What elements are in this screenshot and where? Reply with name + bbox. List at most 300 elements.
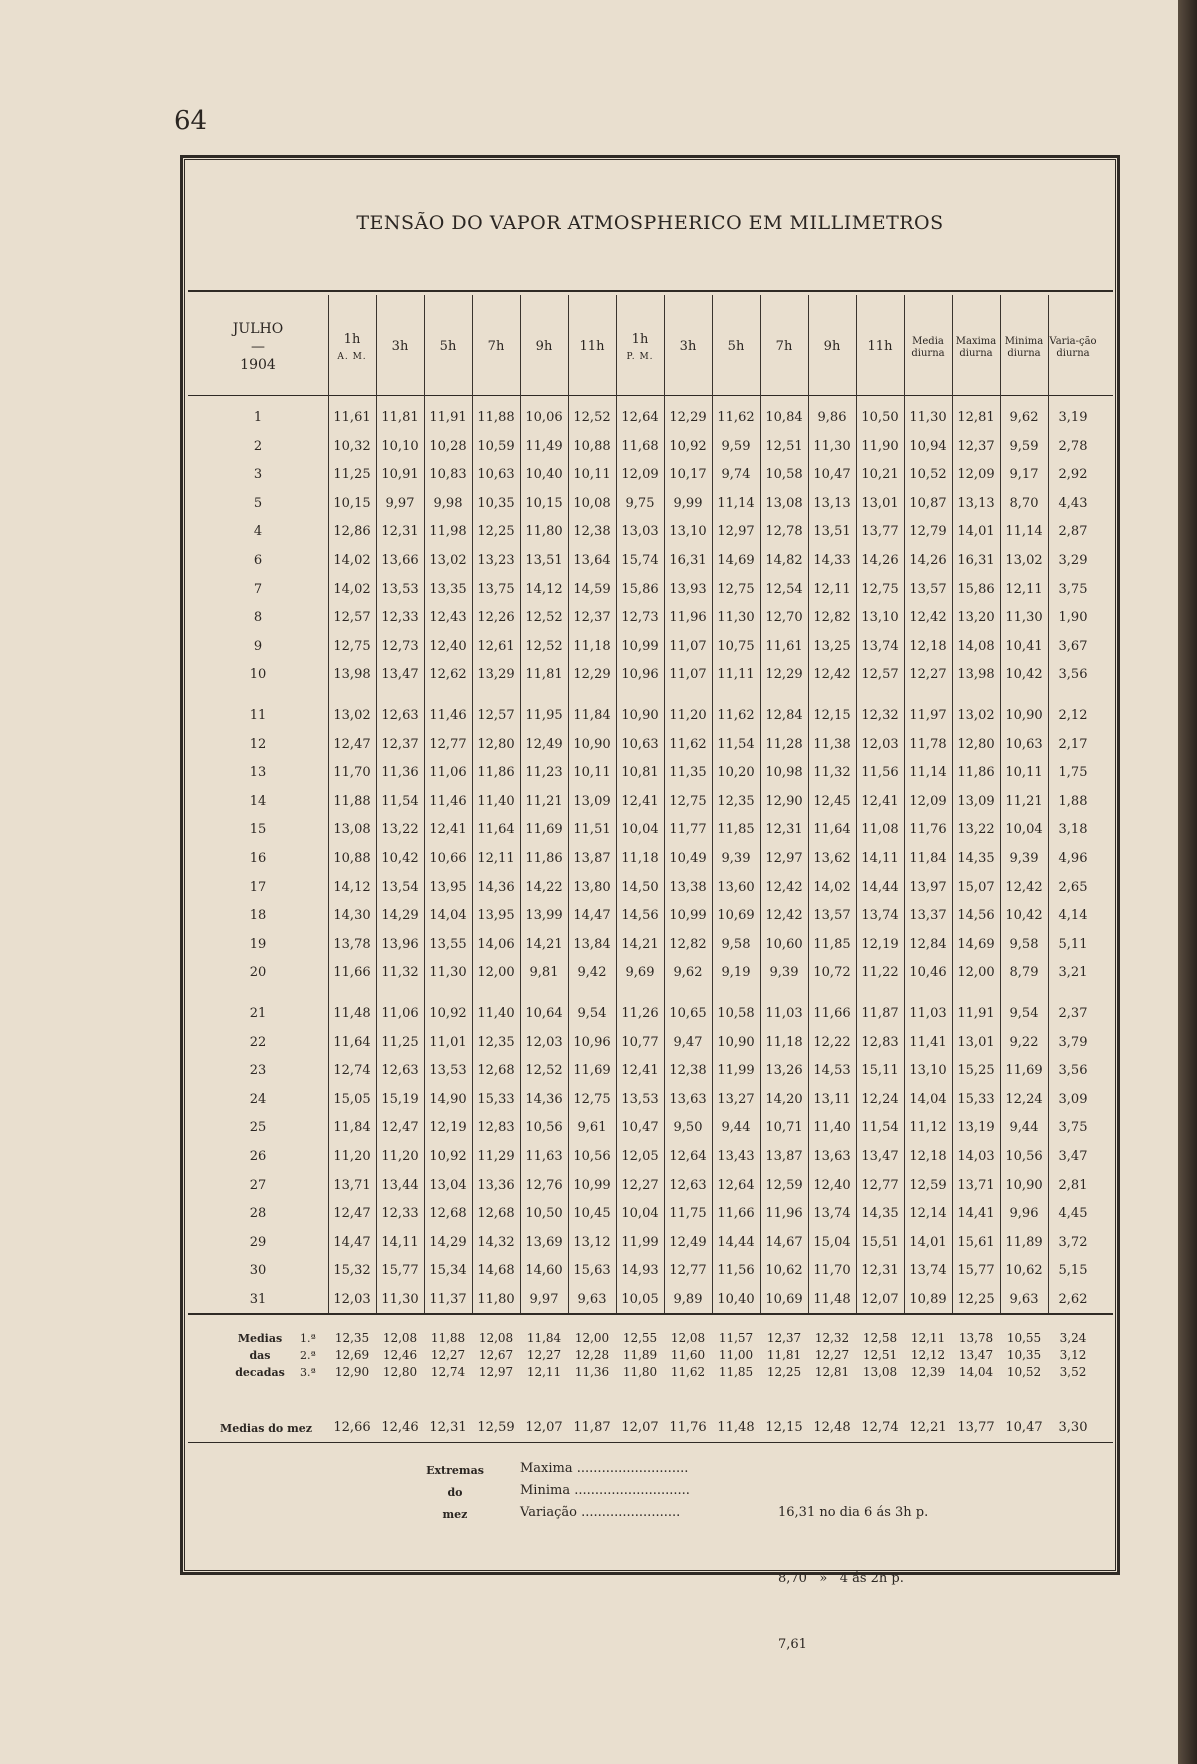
value-cell: 9,62 [1009, 410, 1039, 425]
value-cell: 14,02 [813, 879, 851, 895]
value-cell: 11,85 [813, 936, 851, 952]
value-cell: 12,57 [861, 667, 899, 683]
value-cell: 11,54 [381, 793, 419, 809]
decade-value: 3,12 [1059, 1348, 1087, 1362]
day-cell: 6 [253, 553, 263, 568]
value-cell: 11,91 [429, 410, 467, 425]
value-cell: 10,58 [765, 467, 803, 483]
value-cell: 11,30 [1005, 610, 1043, 626]
decade-value: 11,81 [766, 1348, 802, 1362]
value-cell: 10,99 [669, 908, 707, 924]
decade-value: 12,00 [574, 1331, 610, 1345]
value-cell: 11,70 [333, 765, 371, 781]
value-cell: 10,46 [909, 965, 947, 981]
value-cell: 10,42 [381, 851, 419, 866]
value-cell: 10,96 [621, 667, 659, 683]
value-cell: 13,53 [621, 1091, 659, 1107]
column-header-sub: A. M. [337, 351, 367, 362]
decade-value: 3,24 [1059, 1331, 1087, 1345]
value-cell: 11,69 [525, 822, 563, 838]
value-cell: 10,50 [861, 410, 899, 425]
value-cell: 8,79 [1009, 965, 1039, 981]
value-cell: 13,95 [429, 879, 467, 895]
decade-value: 12,32 [814, 1331, 850, 1345]
value-cell: 14,30 [333, 908, 371, 924]
value-cell: 12,64 [669, 1149, 707, 1164]
value-cell: 13,47 [381, 667, 419, 683]
day-cell: 23 [249, 1063, 267, 1079]
value-cell: 15,63 [573, 1263, 611, 1279]
value-cell: 2,87 [1058, 524, 1088, 540]
value-cell: 11,06 [381, 1006, 419, 1021]
value-cell: 12,11 [1005, 581, 1043, 597]
value-cell: 11,51 [573, 822, 611, 838]
decade-label-line: Medias [237, 1332, 283, 1345]
value-cell: 9,63 [1009, 1292, 1039, 1307]
value-cell: 14,26 [909, 553, 947, 568]
value-cell: 11,30 [717, 610, 755, 626]
value-cell: 10,60 [765, 936, 803, 952]
value-cell: 9,58 [1009, 936, 1039, 952]
value-cell: 3,75 [1058, 1120, 1088, 1136]
decade-value: 14,04 [958, 1365, 994, 1379]
value-cell: 13,51 [813, 524, 851, 540]
month-mean-value: 13,77 [957, 1420, 995, 1435]
value-cell: 13,84 [573, 936, 611, 952]
value-cell: 10,90 [1005, 708, 1043, 723]
value-cell: 11,30 [813, 438, 851, 454]
value-cell: 14,21 [525, 936, 563, 952]
decade-ordinals [300, 1330, 316, 1381]
value-cell: 3,47 [1058, 1149, 1088, 1164]
table-row [188, 931, 1098, 959]
value-cell: 13,01 [957, 1034, 995, 1050]
value-cell: 13,63 [669, 1091, 707, 1107]
column-header [808, 300, 856, 395]
value-cell: 12,52 [525, 610, 563, 626]
value-cell: 12,42 [909, 610, 947, 626]
column-header [616, 300, 664, 395]
value-cell: 13,26 [765, 1063, 803, 1079]
value-cell: 11,18 [765, 1034, 803, 1050]
value-cell: 12,42 [765, 908, 803, 924]
value-cell: 10,75 [717, 638, 755, 654]
value-cell: 12,52 [525, 1063, 563, 1079]
value-cell: 12,74 [333, 1063, 371, 1079]
table-row [188, 1114, 1098, 1142]
decade-value: 12,90 [334, 1365, 370, 1379]
value-cell: 12,57 [333, 610, 371, 626]
decade-value: 10,35 [1006, 1348, 1042, 1362]
decade-row [328, 1330, 1098, 1347]
value-cell: 12,09 [957, 467, 995, 483]
value-cell: 13,53 [381, 581, 419, 597]
decade-value: 12,27 [814, 1348, 850, 1362]
value-cell: 11,06 [429, 765, 467, 781]
column-header [952, 300, 1000, 395]
value-cell: 11,40 [813, 1120, 851, 1136]
extremes-label [420, 1460, 490, 1526]
value-cell: 13,09 [957, 793, 995, 809]
value-cell: 12,84 [909, 936, 947, 952]
value-cell: 11,03 [765, 1006, 803, 1021]
value-cell: 15,77 [381, 1263, 419, 1279]
value-cell: 12,27 [621, 1177, 659, 1193]
title-rule [188, 290, 1113, 292]
month-mean-value: 12,59 [477, 1420, 515, 1435]
value-cell: 12,03 [861, 736, 899, 752]
value-cell: 11,14 [717, 495, 755, 511]
value-cell: 13,44 [381, 1177, 419, 1193]
value-cell: 12,64 [621, 410, 659, 425]
value-cell: 2,12 [1058, 708, 1088, 723]
value-cell: 10,15 [525, 495, 563, 511]
day-cell: 28 [249, 1206, 267, 1222]
column-header [664, 300, 712, 395]
day-cell: 16 [249, 851, 267, 866]
value-cell: 9,39 [721, 851, 751, 866]
table-row [188, 604, 1098, 632]
decade-value: 12,46 [382, 1348, 418, 1362]
value-cell: 11,96 [765, 1206, 803, 1222]
value-cell: 13,57 [909, 581, 947, 597]
table-row [188, 547, 1098, 575]
table-row [188, 1200, 1098, 1228]
value-cell: 10,04 [1005, 822, 1043, 838]
day-cell: 14 [249, 793, 267, 809]
table-row [188, 959, 1098, 987]
value-cell: 11,62 [717, 708, 755, 723]
value-cell: 11,11 [717, 667, 755, 683]
value-cell: 13,13 [957, 495, 995, 511]
value-cell: 13,74 [909, 1263, 947, 1279]
decade-value: 12,11 [526, 1365, 562, 1379]
value-cell: 11,69 [1005, 1063, 1043, 1079]
day-cell: 11 [249, 708, 267, 723]
day-cell: 22 [249, 1034, 267, 1050]
day-cell: 5 [253, 495, 263, 511]
value-cell: 10,91 [381, 467, 419, 483]
value-cell: 12,83 [861, 1034, 899, 1050]
value-cell: 11,84 [573, 708, 611, 723]
value-cell: 11,61 [765, 638, 803, 654]
column-header [1048, 300, 1098, 395]
value-cell: 13,87 [573, 851, 611, 866]
value-cell: 9,54 [577, 1006, 607, 1021]
day-cell: 26 [249, 1149, 267, 1164]
column-header [904, 300, 952, 395]
value-cell: 11,03 [909, 1006, 947, 1021]
value-cell: 13,80 [573, 879, 611, 895]
value-cell: 10,58 [717, 1006, 755, 1021]
value-cell: 13,77 [861, 524, 899, 540]
value-cell: 9,44 [721, 1120, 751, 1136]
day-cell: 8 [253, 610, 263, 626]
value-cell: 9,54 [1009, 1006, 1039, 1021]
value-cell: 12,78 [765, 524, 803, 540]
decade-value: 12,35 [334, 1331, 370, 1345]
month-mean-value: 11,76 [669, 1420, 707, 1435]
column-header [1000, 300, 1048, 395]
value-cell: 12,75 [669, 793, 707, 809]
value-cell: 15,32 [333, 1263, 371, 1279]
value-cell: 12,18 [909, 1149, 947, 1164]
extreme-var-value: 7,61 [778, 1637, 807, 1652]
value-cell: 11,36 [381, 765, 419, 781]
value-cell: 10,90 [717, 1034, 755, 1050]
value-cell: 12,75 [333, 638, 371, 654]
column-header-label: 7h [775, 339, 793, 355]
column-header-label: 11h [579, 339, 605, 355]
value-cell: 3,21 [1058, 965, 1088, 981]
table-row [188, 1172, 1098, 1200]
value-cell: 12,11 [477, 851, 515, 866]
value-cell: 12,35 [717, 793, 755, 809]
value-cell: 12,41 [621, 1063, 659, 1079]
value-cell: 9,44 [1009, 1120, 1039, 1136]
column-header-label: 5h [727, 339, 745, 355]
table-row [188, 433, 1098, 461]
day-cell: 25 [249, 1120, 267, 1136]
value-cell: 13,13 [813, 495, 851, 511]
decade-value: 12,08 [670, 1331, 706, 1345]
decade-value: 11,80 [622, 1365, 658, 1379]
day-cell: 17 [249, 879, 267, 895]
value-cell: 13,04 [429, 1177, 467, 1193]
value-cell: 11,61 [333, 410, 371, 425]
value-cell: 12,31 [765, 822, 803, 838]
value-cell: 12,03 [333, 1292, 371, 1307]
decade-value: 12,97 [478, 1365, 514, 1379]
value-cell: 10,40 [525, 467, 563, 483]
month-mean-value: 12,66 [333, 1420, 371, 1435]
value-cell: 12,75 [717, 581, 755, 597]
value-cell: 10,69 [765, 1292, 803, 1307]
value-cell: 11,62 [717, 410, 755, 425]
value-cell: 12,51 [765, 438, 803, 454]
day-cell: 1 [253, 410, 263, 425]
value-cell: 12,00 [477, 965, 515, 981]
value-cell: 9,39 [769, 965, 799, 981]
table-row [188, 576, 1098, 604]
value-cell: 2,37 [1058, 1006, 1088, 1021]
value-cell: 10,98 [765, 765, 803, 781]
value-cell: 9,89 [673, 1292, 703, 1307]
column-header-label: 1h [343, 331, 361, 347]
value-cell: 11,48 [333, 1006, 371, 1021]
value-cell: 15,07 [957, 879, 995, 895]
value-cell: 11,46 [429, 793, 467, 809]
value-cell: 12,19 [429, 1120, 467, 1136]
value-cell: 14,02 [333, 553, 371, 568]
day-cell: 30 [249, 1263, 267, 1279]
column-header [760, 300, 808, 395]
value-cell: 11,32 [813, 765, 851, 781]
value-cell: 12,37 [573, 610, 611, 626]
decade-ordinal: 1.ª [300, 1332, 316, 1345]
value-cell: 1,90 [1058, 610, 1088, 626]
column-header [472, 300, 520, 395]
value-cell: 10,88 [333, 851, 371, 866]
value-cell: 12,62 [429, 667, 467, 683]
column-header [856, 300, 904, 395]
decade-value: 13,78 [958, 1331, 994, 1345]
book-spine [1178, 0, 1197, 1764]
value-cell: 12,97 [717, 524, 755, 540]
value-cell: 2,62 [1058, 1292, 1088, 1307]
value-cell: 13,01 [861, 495, 899, 511]
table-row [188, 1257, 1098, 1285]
value-cell: 10,63 [1005, 736, 1043, 752]
value-cell: 12,54 [765, 581, 803, 597]
value-cell: 14,29 [429, 1234, 467, 1250]
value-cell: 13,95 [477, 908, 515, 924]
value-cell: 10,63 [621, 736, 659, 752]
day-cell: 3 [253, 467, 263, 483]
value-cell: 11,66 [333, 965, 371, 981]
value-cell: 10,62 [1005, 1263, 1043, 1279]
value-cell: 12,24 [861, 1091, 899, 1107]
value-cell: 12,61 [477, 638, 515, 654]
value-cell: 15,05 [333, 1091, 371, 1107]
value-cell: 9,47 [673, 1034, 703, 1050]
value-cell: 10,04 [621, 1206, 659, 1222]
value-cell: 10,35 [477, 495, 515, 511]
value-cell: 13,93 [669, 581, 707, 597]
month-mean-value: 12,48 [813, 1420, 851, 1435]
day-cell: 27 [249, 1177, 267, 1193]
table-row [188, 788, 1098, 816]
day-cell: 12 [249, 736, 267, 752]
month-header [188, 320, 328, 375]
column-header-label: 11h [867, 339, 893, 355]
table-row [188, 1000, 1098, 1028]
value-cell: 9,62 [673, 965, 703, 981]
value-cell: 15,25 [957, 1063, 995, 1079]
value-cell: 12,86 [333, 524, 371, 540]
value-cell: 12,31 [861, 1263, 899, 1279]
value-cell: 13,10 [861, 610, 899, 626]
value-cell: 11,62 [669, 736, 707, 752]
value-cell: 13,55 [429, 936, 467, 952]
value-cell: 9,39 [1009, 851, 1039, 866]
value-cell: 14,11 [861, 851, 899, 866]
value-cell: 11,68 [621, 438, 659, 454]
month-dash: — [251, 339, 265, 356]
table-row [188, 1229, 1098, 1257]
value-cell: 10,04 [621, 822, 659, 838]
value-cell: 15,61 [957, 1234, 995, 1250]
value-cell: 3,67 [1058, 638, 1088, 654]
value-cell: 12,68 [477, 1063, 515, 1079]
value-cell: 13,02 [429, 553, 467, 568]
value-cell: 12,14 [909, 1206, 947, 1222]
value-cell: 11,35 [669, 765, 707, 781]
decade-value: 11,89 [622, 1348, 658, 1362]
value-cell: 11,54 [861, 1120, 899, 1136]
month-mean-value: 11,48 [717, 1420, 755, 1435]
column-header-label: 7h [487, 339, 505, 355]
value-cell: 14,53 [813, 1063, 851, 1079]
value-cell: 12,38 [573, 524, 611, 540]
table-row [188, 702, 1098, 730]
value-cell: 12,47 [333, 1206, 371, 1222]
value-cell: 12,25 [957, 1292, 995, 1307]
decade-value: 12,74 [430, 1365, 466, 1379]
value-cell: 15,77 [957, 1263, 995, 1279]
value-cell: 14,04 [429, 908, 467, 924]
means-rule-bottom [188, 1442, 1113, 1443]
value-cell: 13,02 [1005, 553, 1043, 568]
value-cell: 11,80 [525, 524, 563, 540]
value-cell: 10,05 [621, 1292, 659, 1307]
value-cell: 13,23 [477, 553, 515, 568]
value-cell: 15,51 [861, 1234, 899, 1250]
day-cell: 4 [253, 524, 263, 540]
value-cell: 10,52 [909, 467, 947, 483]
month-label: JULHO [232, 321, 284, 337]
decade-value: 12,27 [526, 1348, 562, 1362]
value-cell: 12,41 [429, 822, 467, 838]
value-cell: 4,96 [1058, 851, 1088, 866]
month-mean-value: 12,31 [429, 1420, 467, 1435]
value-cell: 14,22 [525, 879, 563, 895]
table-row [188, 874, 1098, 902]
value-cell: 10,10 [381, 438, 419, 454]
value-cell: 11,95 [525, 708, 563, 723]
value-cell: 13,71 [333, 1177, 371, 1193]
value-cell: 12,22 [813, 1034, 851, 1050]
value-cell: 12,33 [381, 1206, 419, 1222]
value-cell: 13,38 [669, 879, 707, 895]
value-cell: 12,29 [765, 667, 803, 683]
value-cell: 10,32 [333, 438, 371, 454]
value-cell: 12,42 [813, 667, 851, 683]
day-cell: 7 [253, 581, 263, 597]
value-cell: 10,42 [1005, 667, 1043, 683]
value-cell: 13,10 [909, 1063, 947, 1079]
value-cell: 11,88 [333, 793, 371, 809]
value-cell: 13,29 [477, 667, 515, 683]
value-cell: 12,77 [429, 736, 467, 752]
column-header-label: 3h [391, 339, 409, 355]
value-cell: 11,40 [477, 793, 515, 809]
value-cell: 10,42 [1005, 908, 1043, 924]
value-cell: 9,61 [577, 1120, 607, 1136]
value-cell: 10,59 [477, 438, 515, 454]
table-row [188, 1086, 1098, 1114]
value-cell: 14,12 [333, 879, 371, 895]
value-cell: 13,08 [333, 822, 371, 838]
column-header-label: 1h [631, 331, 649, 347]
value-cell: 11,84 [333, 1120, 371, 1136]
value-cell: 12,32 [861, 708, 899, 723]
value-cell: 10,50 [525, 1206, 563, 1222]
value-cell: 10,77 [621, 1034, 659, 1050]
value-cell: 13,57 [813, 908, 851, 924]
value-cell: 10,92 [429, 1149, 467, 1164]
value-cell: 9,58 [721, 936, 751, 952]
value-cell: 9,22 [1009, 1034, 1039, 1050]
value-cell: 12,41 [621, 793, 659, 809]
table-row [188, 1029, 1098, 1057]
value-cell: 11,32 [381, 965, 419, 981]
value-cell: 12,09 [909, 793, 947, 809]
value-cell: 11,64 [477, 822, 515, 838]
table-row [188, 661, 1098, 689]
value-cell: 11,69 [573, 1063, 611, 1079]
month-mean-value: 12,15 [765, 1420, 803, 1435]
